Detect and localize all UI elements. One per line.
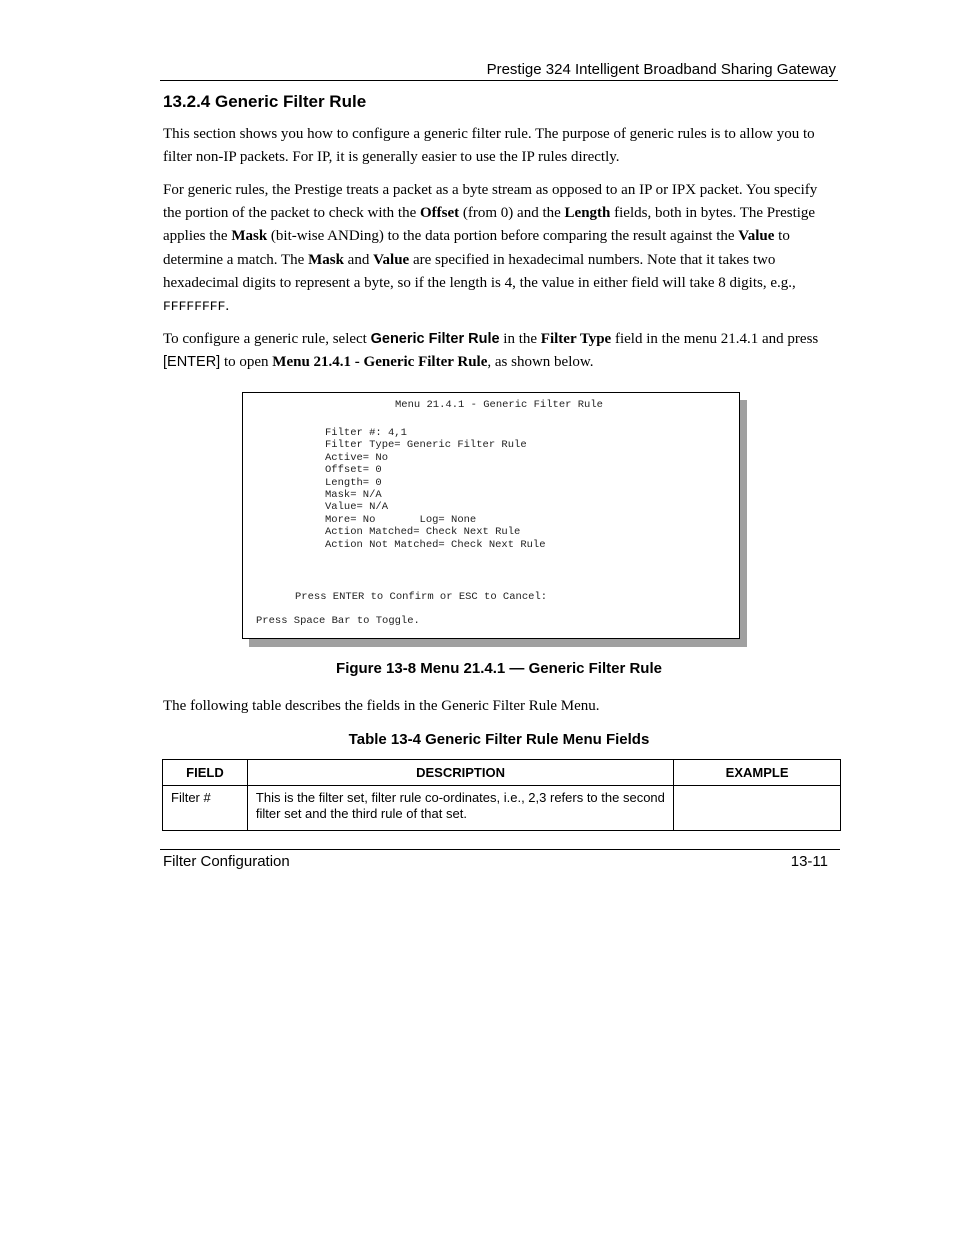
key-enter: [ENTER] xyxy=(163,354,221,371)
header-rule xyxy=(160,80,838,81)
terminal-screen xyxy=(242,392,740,639)
term-filter-type: Filter Type xyxy=(540,331,612,347)
screen-line: Filter Type= Generic Filter Rule xyxy=(325,439,527,452)
table-caption: Table 13-4 Generic Filter Rule Menu Fields xyxy=(348,731,650,748)
running-header: Prestige 324 Intelligent Broadband Sharing Gateway xyxy=(486,61,836,78)
screen-line: Filter #: 4,1 xyxy=(325,427,407,439)
column-header-description: DESCRIPTION xyxy=(247,760,673,786)
screen-title: Menu 21.4.1 - Generic Filter Rule xyxy=(395,399,603,411)
footer-rule xyxy=(160,849,840,850)
cell-description: This is the filter set, filter rule co-ordinates, i.e., 2,3 refers to the second filter set and the third rule of that set. xyxy=(247,786,673,831)
column-header-example: EXAMPLE xyxy=(674,760,841,786)
screen-line: Action Not Matched= Check Next Rule xyxy=(325,538,546,551)
screen-line: More= No Log= None xyxy=(325,513,477,526)
screen-line: Length= 0 xyxy=(325,476,382,489)
fields-table xyxy=(162,759,841,831)
screen-toggle-hint: Press Space Bar to Toggle. xyxy=(256,615,420,627)
term-menu-name: Menu 21.4.1 - Generic Filter Rule xyxy=(272,354,488,371)
screen-line: Value= N/A xyxy=(325,501,389,514)
cell-example xyxy=(674,786,841,831)
term-value: Value xyxy=(738,228,775,245)
paragraph-intro: This section shows you how to configure a generic filter rule. The purpose of generic rules is to allow you to filter non-IP packets. For IP, it is generally easier to use the IP rules directly. xyxy=(163,126,815,166)
option-generic-filter-rule: Generic Filter Rule xyxy=(370,331,500,347)
cell-field: Filter # xyxy=(163,786,248,831)
paragraph-generic-rules: For generic rules, the Prestige treats a packet as a byte stream as opposed to an IP or IPX packet. You specify the portion of the packet to check with the Offset (from 0) and the Length fields, both in bytes. The Prestige applies the Mask (bit-wise ANDing) to the data portion before comparing the result against the Value to determine a match. The Mask and Value are specified in hexadecimal numbers. Note that it takes two hexadecimal digits to represent a byte, so if the length is 4, the value in either field will take 8 digits, e.g., FFFFFFFF. xyxy=(163,182,818,315)
table-row xyxy=(163,786,841,831)
screen-line: Offset= 0 xyxy=(325,464,382,477)
page-number: 13-11 xyxy=(790,853,828,870)
screen-line: Action Matched= Check Next Rule xyxy=(325,526,521,539)
paragraph-table-intro: The following table describes the fields in the Generic Filter Rule Menu. xyxy=(163,698,600,714)
section-title: 13.2.4 Generic Filter Rule xyxy=(163,92,367,111)
hex-example: FFFFFFFF xyxy=(163,299,226,315)
term-value-2: Value xyxy=(373,251,410,268)
term-mask-2: Mask xyxy=(308,251,344,268)
figure-caption: Figure 13-8 Menu 21.4.1 — Generic Filter Rule xyxy=(336,660,662,677)
paragraph-configure: To configure a generic rule, select Generic Filter Rule in the Filter Type field in the menu 21.4.1 and press [ENTER] to open Menu 21.4.1 - Generic Filter Rule, as shown below. xyxy=(163,331,819,371)
screen-confirm-prompt: Press ENTER to Confirm or ESC to Cancel: xyxy=(295,591,548,603)
term-mask: Mask xyxy=(231,228,268,245)
footer-chapter: Filter Configuration xyxy=(163,853,290,870)
screen-line: Mask= N/A xyxy=(325,489,382,501)
term-offset: Offset xyxy=(420,205,460,222)
table-header-row xyxy=(163,760,841,786)
column-header-field: FIELD xyxy=(163,760,248,786)
term-length: Length xyxy=(564,205,611,222)
screen-line: Active= No xyxy=(325,451,389,464)
